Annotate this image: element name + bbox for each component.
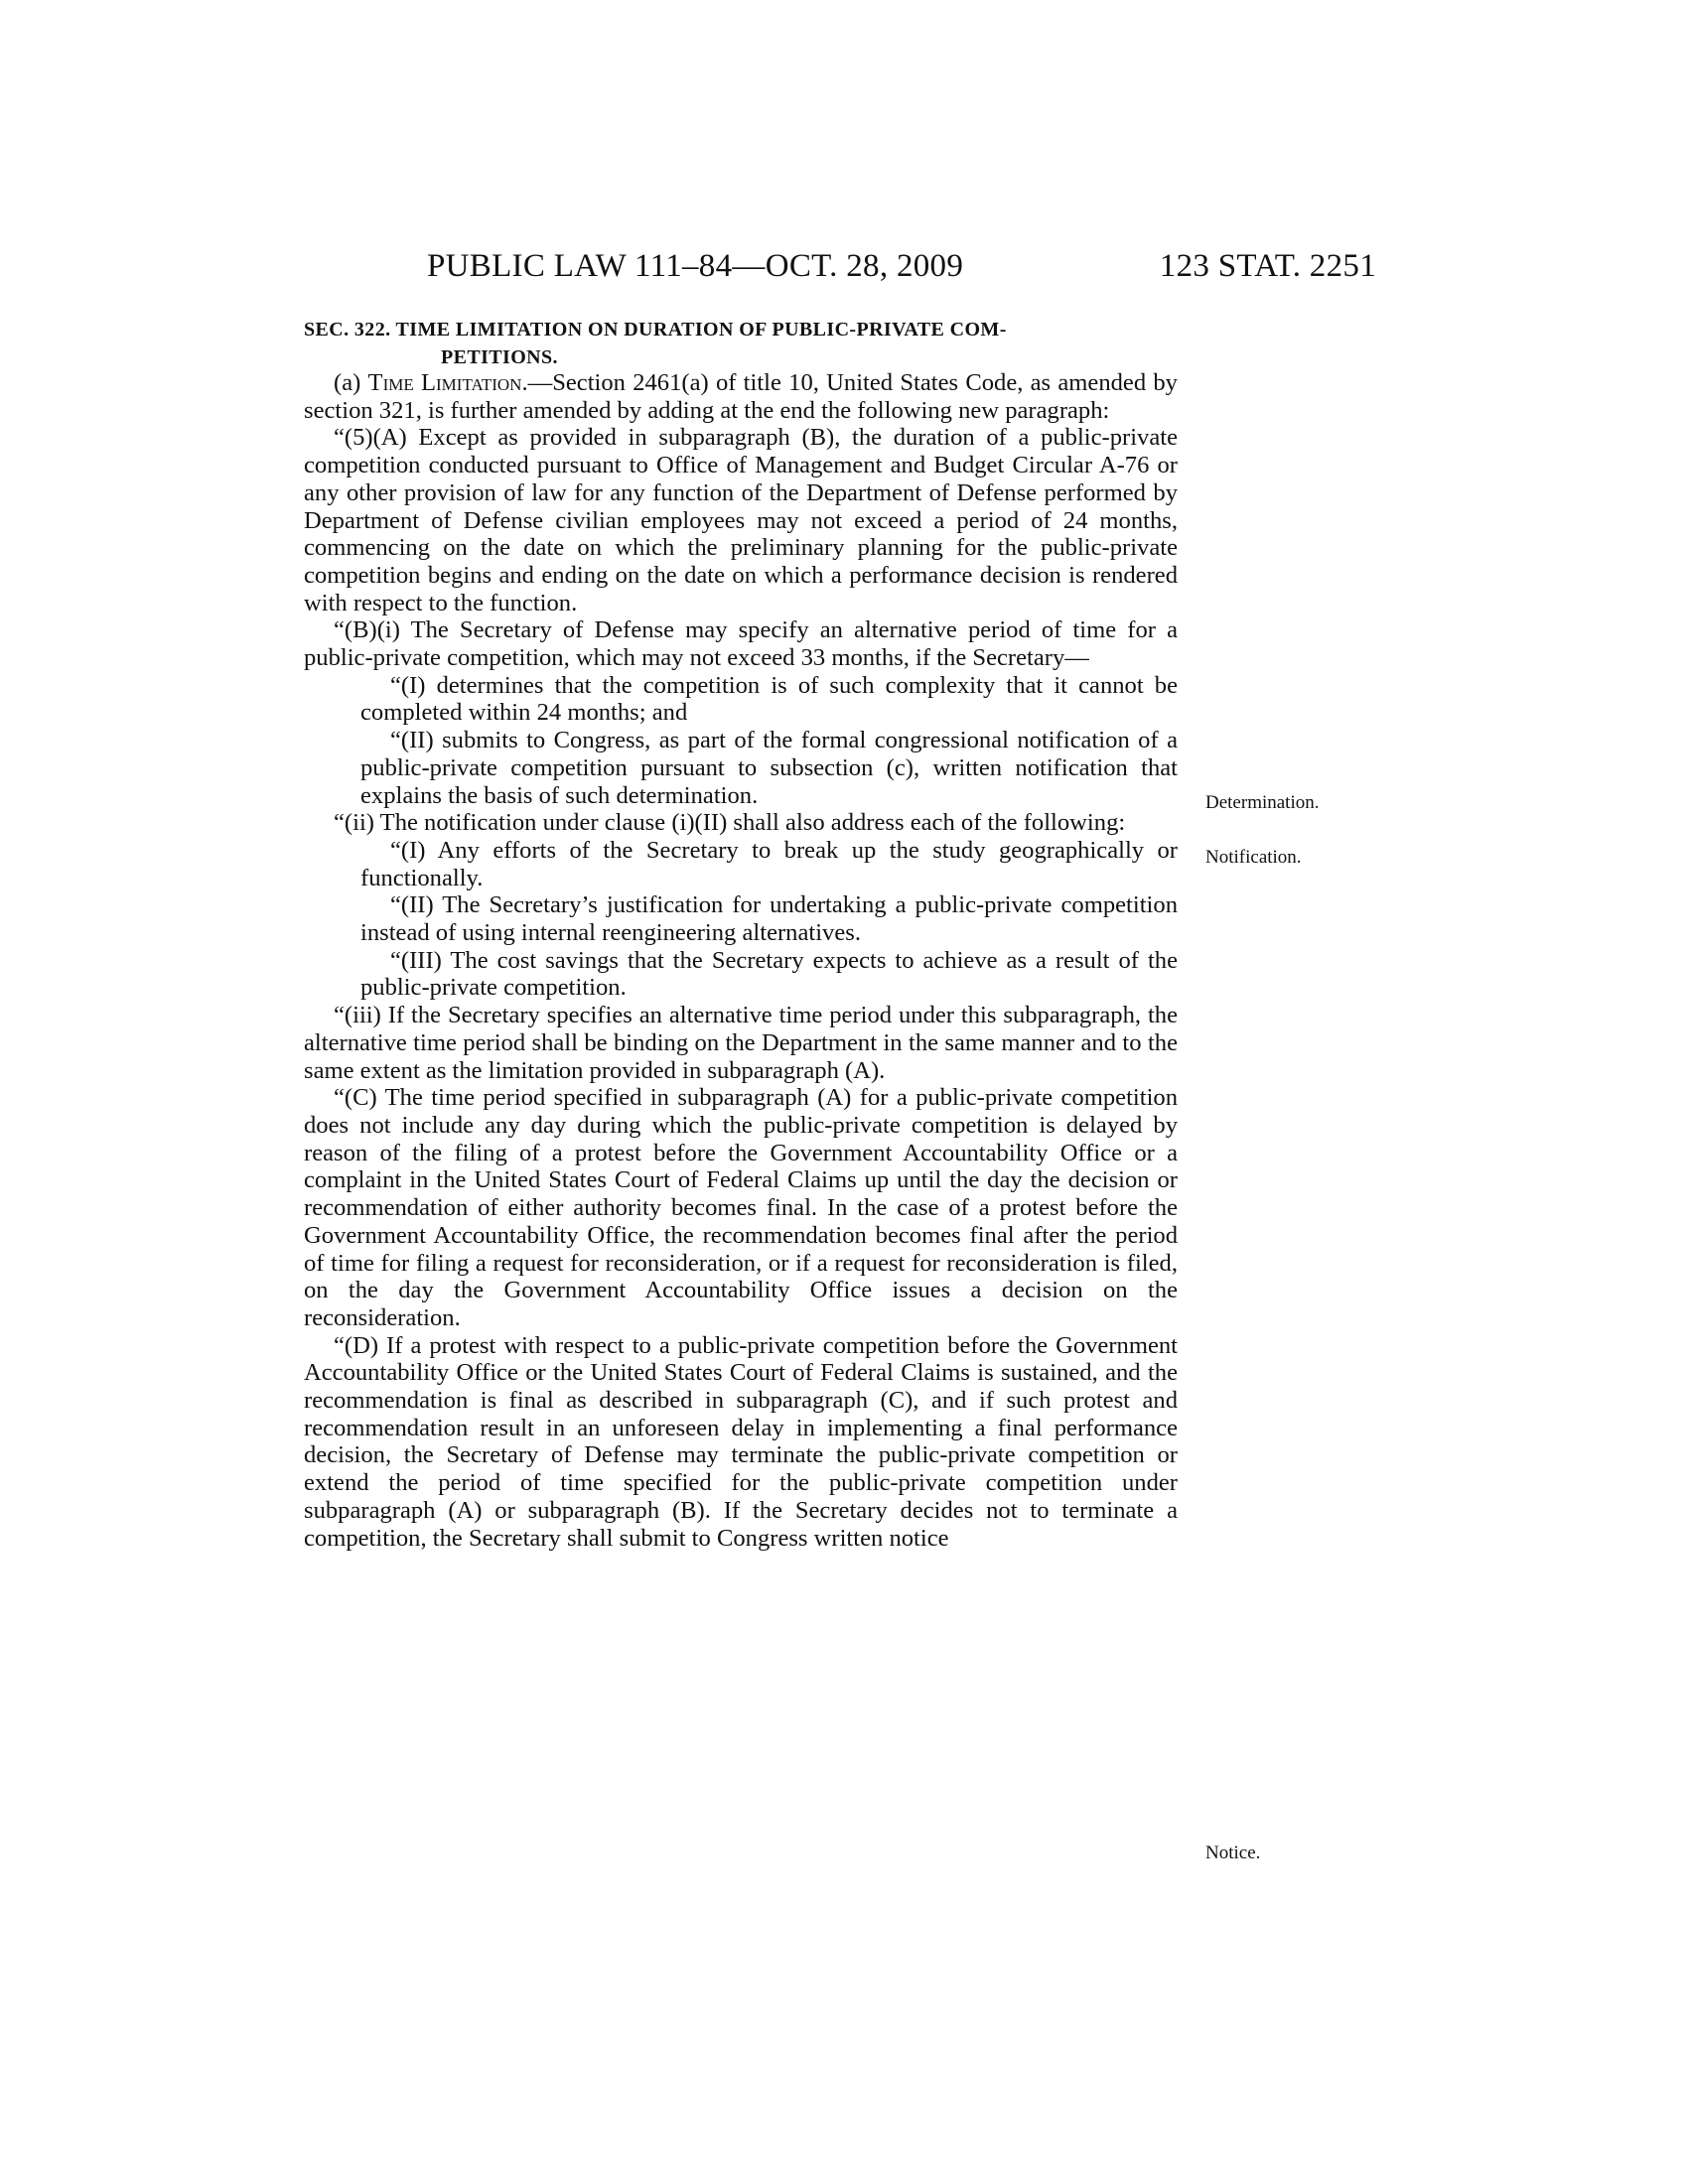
margin-note-notice: Notice. (1205, 1843, 1261, 1863)
page-header (298, 246, 1376, 286)
margin-note-notification: Notification. (1205, 847, 1302, 868)
clause-b-i-I: “(I) determines that the competition is of such complexity that it cannot be completed within 24 months; and (360, 671, 1178, 727)
paragraph-a-label: (a) (334, 369, 368, 396)
paragraph-b-i: “(B)(i) The Secretary of Defense may specify an alternative period of time for a public-private competition, which may not exceed 33 months, if the Secretary— (304, 616, 1178, 672)
running-head-title: PUBLIC LAW 111–84—OCT. 28, 2009 (427, 248, 964, 284)
clause-b-ii-III: “(III) The cost savings that the Secretary expects to achieve as a result of the public-private competition. (360, 946, 1178, 1002)
paragraph-5a: “(5)(A) Except as provided in subparagraph (B), the duration of a public-private competition conducted pursuant to Office of Management and Budget Circular A-76 or any other provision of law for any function of the Department of Defense performed by Department of Defense civilian employees may not exceed a period of 24 months, commencing on the date on which the preliminary planning for the public-private competition begins and ending on the date on which a performance decision is rendered with respect to the function. (304, 424, 1178, 616)
clause-b-i-II: “(II) submits to Congress, as part of the formal congressional notification of a public-private competition pursuant to subsection (c), written notification that explains the basis of such determination. (360, 727, 1178, 809)
paragraph-a (304, 369, 1178, 424)
margin-note-determination: Determination. (1205, 792, 1320, 813)
paragraph-c: “(C) The time period specified in subparagraph (A) for a public-private competition does not include any day during which the public-private competition is delayed by reason of the filing of a protest before the Government Accountability Office or a complaint in the United States Court of Federal Claims up until the day the decision or recommendation of either authority becomes final. In the case of a protest before the Government Accountability Office, the recommendation becomes final after the period of time for filing a request for reconsideration, or if a request for reconsideration is filed, on the day the Government Accountability Office issues a decision on the reconsideration. (304, 1084, 1178, 1331)
clause-b-ii-I: “(I) Any efforts of the Secretary to break up the study geographically or functionally. (360, 836, 1178, 891)
paragraph-a-text: .—Section 2461(a) of title 10, United States Code, as amended by section 321, is further amended by adding at the end the following new paragraph: (304, 369, 1178, 424)
paragraph-a-heading: Time Limitation (367, 369, 522, 396)
paragraph-d: “(D) If a protest with respect to a public-private competition before the Government Accountability Office or the United States Court of Federal Claims is sustained, and the recommendation is final as described in subparagraph (C), and if such protest and recommendation result in an unforeseen delay in implementing a final performance decision, the Secretary of Defense may terminate the public-private competition or extend the period of time specified for the public-private competition under subparagraph (A) or subparagraph (B). If the Secretary decides not to terminate a competition, the Secretary shall submit to Congress written notice (304, 1331, 1178, 1552)
paragraph-b-iii: “(iii) If the Secretary specifies an alternative time period under this subparagraph, the alternative time period shall be binding on the Department in the same manner and to the same extent as the limitation provided in subparagraph (A). (304, 1002, 1178, 1084)
section-body (304, 369, 1178, 1552)
section-heading (304, 316, 1178, 371)
clause-b-ii-II: “(II) The Secretary’s justification for undertaking a public-private competition instead of using internal reengineering alternatives. (360, 891, 1178, 947)
statute-page-number: 123 STAT. 2251 (1159, 248, 1376, 284)
section-heading-line1: SEC. 322. TIME LIMITATION ON DURATION OF PUBLIC-PRIVATE COM- (304, 319, 1007, 341)
paragraph-b-ii: “(ii) The notification under clause (i)(II) shall also address each of the following: (334, 809, 1126, 837)
section-heading-line2: PETITIONS. (441, 346, 558, 368)
